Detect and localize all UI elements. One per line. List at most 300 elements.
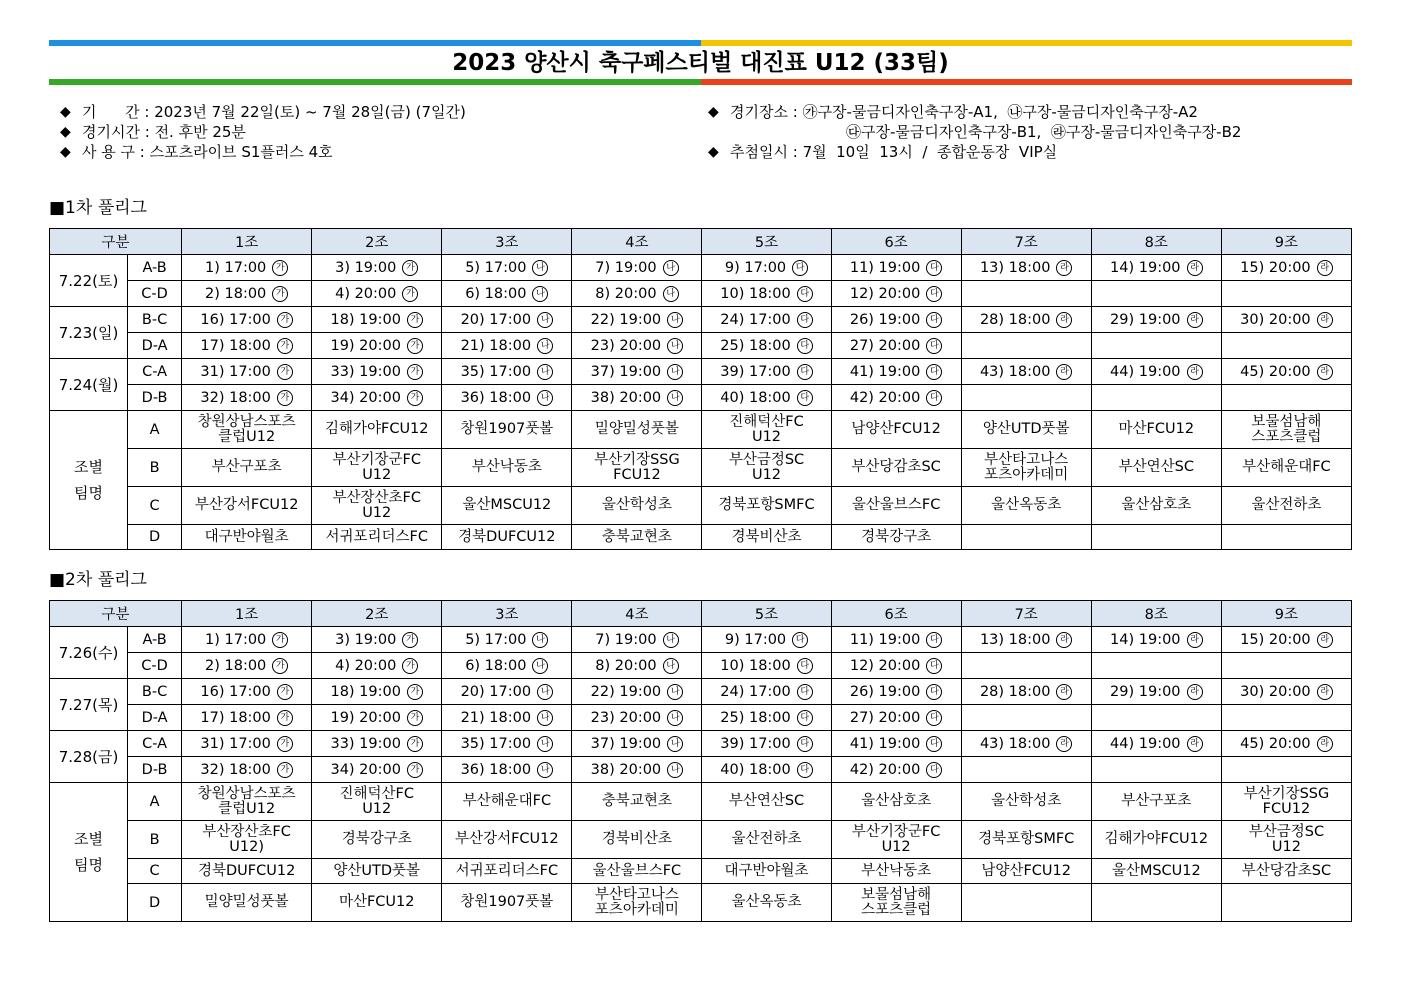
- match-slot: [1091, 359, 1221, 385]
- team-name: 부산해운대FC: [442, 783, 572, 821]
- match-slot: [312, 679, 442, 705]
- venue-circle-icon: 다: [926, 684, 942, 700]
- match-time: 43) 18:00: [979, 735, 1051, 752]
- group-letter: A: [128, 783, 182, 821]
- match-slot: [312, 281, 442, 307]
- schedule-table-2: [49, 600, 1352, 922]
- team-name: 부산기장SSG FCU12: [1221, 783, 1351, 821]
- match-time: 14) 19:00: [1110, 631, 1181, 648]
- team-name: 밀양밀성풋볼: [572, 411, 702, 449]
- match-time: 25) 18:00: [720, 337, 791, 354]
- match-slot: [831, 705, 961, 731]
- info-right-sep: :: [787, 103, 803, 121]
- team-row: [50, 783, 1352, 821]
- team-name: [1221, 884, 1351, 922]
- venue-circle-icon: 나: [537, 312, 553, 328]
- venue-circle-icon: 라: [1317, 312, 1333, 328]
- match-time: 20) 17:00: [460, 311, 532, 328]
- venue-circle-icon: 라: [1056, 684, 1072, 700]
- venue-circle-icon: 나: [663, 260, 679, 276]
- match-slot: [572, 333, 702, 359]
- venue-circle-icon: 다: [926, 338, 942, 354]
- team-name: [961, 884, 1091, 922]
- match-time: 21) 18:00: [460, 337, 532, 354]
- venue-circle-icon: 가: [402, 632, 418, 648]
- team-name: 부산강서FCU12: [442, 821, 572, 859]
- match-slot: [442, 679, 572, 705]
- team-row: [50, 525, 1352, 550]
- match-time: 23) 20:00: [590, 709, 662, 726]
- info-left-row: [60, 122, 466, 142]
- info-left-value: 2023년 7월 22일(토) ~ 7월 28일(금) (7일간): [154, 103, 466, 121]
- match-time: 27) 20:00: [849, 337, 921, 354]
- match-slot: [442, 757, 572, 783]
- team-name: 울산MSCU12: [442, 487, 572, 525]
- venue-circle-icon: 라: [1187, 736, 1203, 752]
- venue-circle-icon: 나: [663, 286, 679, 302]
- match-pair: A-B: [128, 255, 182, 281]
- team-name: 김해가야FCU12: [312, 411, 442, 449]
- match-time: 3) 19:00: [335, 631, 397, 648]
- match-time: 15) 20:00: [1240, 259, 1311, 276]
- team-name: 부산기장군FC U12: [831, 821, 961, 859]
- venue-circle-icon: 다: [926, 312, 942, 328]
- venue-circle-icon: 나: [532, 260, 548, 276]
- match-time: 21) 18:00: [460, 709, 532, 726]
- venue-circle-icon: 다: [926, 390, 942, 406]
- team-name: [1091, 884, 1221, 922]
- match-time: 33) 19:00: [330, 735, 401, 752]
- venue-circle-icon: 라: [1317, 632, 1333, 648]
- group-letter: D: [128, 525, 182, 550]
- match-time: 31) 17:00: [200, 735, 271, 752]
- diamond-icon: ◆: [60, 104, 71, 120]
- team-name: 창원상남스포츠 클럽U12: [182, 411, 312, 449]
- venue-circle-icon: 나: [532, 286, 548, 302]
- match-time: 13) 18:00: [979, 259, 1051, 276]
- match-slot: [312, 757, 442, 783]
- venue-circle-icon: 가: [277, 364, 293, 380]
- match-slot: [1221, 281, 1351, 307]
- match-time: 36) 18:00: [460, 389, 532, 406]
- venue-circle-icon: 라: [1317, 364, 1333, 380]
- match-slot: [831, 385, 961, 411]
- match-slot: [182, 679, 312, 705]
- match-slot: [961, 627, 1091, 653]
- venue-circle-icon: 라: [1056, 632, 1072, 648]
- match-time: 16) 17:00: [200, 683, 271, 700]
- venue-circle-icon: 다: [792, 260, 808, 276]
- section-1-heading: ■1차 풀리그: [49, 198, 147, 218]
- match-slot: [1221, 679, 1351, 705]
- match-time: 31) 17:00: [200, 363, 271, 380]
- header-group: 1조: [182, 229, 312, 255]
- info-left-label: 사 용 구: [82, 143, 136, 161]
- venue-circle-icon: 다: [797, 364, 813, 380]
- venue-circle-icon: 가: [407, 312, 423, 328]
- venue-circle-icon: 다: [797, 658, 813, 674]
- match-slot: [312, 627, 442, 653]
- team-name: 양산UTD풋볼: [312, 859, 442, 884]
- match-slot: [572, 653, 702, 679]
- match-slot: [961, 307, 1091, 333]
- team-row: [50, 884, 1352, 922]
- team-name: 부산당감초SC: [1221, 859, 1351, 884]
- team-name: 부산금정SC U12: [702, 449, 831, 487]
- team-name: 김해가야FCU12: [1091, 821, 1221, 859]
- match-date: 7.23(일): [50, 307, 128, 359]
- team-name: 부산구포초: [1091, 783, 1221, 821]
- match-time: 23) 20:00: [590, 337, 662, 354]
- match-time: 8) 20:00: [595, 285, 657, 302]
- venue-circle-icon: 가: [407, 736, 423, 752]
- match-slot: [702, 333, 831, 359]
- venue-circle-icon: 라: [1317, 260, 1333, 276]
- team-row: [50, 821, 1352, 859]
- match-slot: [961, 731, 1091, 757]
- match-time: 29) 19:00: [1110, 683, 1181, 700]
- match-slot: [1221, 307, 1351, 333]
- header-row: [50, 229, 1352, 255]
- match-time: 26) 19:00: [849, 311, 921, 328]
- header-group: 8조: [1091, 601, 1221, 627]
- match-time: 24) 17:00: [720, 311, 791, 328]
- match-slot: [702, 679, 831, 705]
- info-left-row: [60, 142, 466, 162]
- header-group: 5조: [702, 229, 831, 255]
- match-slot: [442, 731, 572, 757]
- team-name: 서귀포리더스FC: [442, 859, 572, 884]
- venue-circle-icon: 다: [926, 364, 942, 380]
- match-slot: [961, 359, 1091, 385]
- team-name: 창원1907풋볼: [442, 411, 572, 449]
- info-left-value: 전. 후반 25분: [154, 123, 246, 141]
- header-category: 구분: [50, 601, 182, 627]
- match-row: [50, 385, 1352, 411]
- match-slot: [182, 255, 312, 281]
- team-row: [50, 859, 1352, 884]
- team-name: 경북DUFCU12: [442, 525, 572, 550]
- team-name: 창원1907풋볼: [442, 884, 572, 922]
- match-time: 18) 19:00: [330, 683, 401, 700]
- match-slot: [831, 679, 961, 705]
- match-time: 28) 18:00: [979, 683, 1051, 700]
- venue-circle-icon: 가: [277, 312, 293, 328]
- match-slot: [312, 359, 442, 385]
- match-time: 11) 19:00: [849, 631, 921, 648]
- venue-circle-icon: 다: [797, 338, 813, 354]
- match-slot: [312, 307, 442, 333]
- team-name: 부산낙동초: [442, 449, 572, 487]
- match-time: 8) 20:00: [595, 657, 657, 674]
- match-slot: [702, 731, 831, 757]
- match-slot: [702, 627, 831, 653]
- match-row: [50, 281, 1352, 307]
- team-name: 울산학성초: [961, 783, 1091, 821]
- match-slot: [1091, 385, 1221, 411]
- match-time: 34) 20:00: [330, 389, 401, 406]
- info-right-value: 7월 10일 13시 / 종합운동장 VIP실: [802, 143, 1058, 161]
- team-name: 부산당감초SC: [831, 449, 961, 487]
- match-row: [50, 627, 1352, 653]
- team-name: 충북교현초: [572, 525, 702, 550]
- match-slot: [702, 359, 831, 385]
- venue-circle-icon: 가: [407, 390, 423, 406]
- venue-circle-icon: 다: [926, 762, 942, 778]
- venue-circle-icon: 라: [1317, 736, 1333, 752]
- group-letter: B: [128, 449, 182, 487]
- team-name: 마산FCU12: [1091, 411, 1221, 449]
- match-slot: [702, 255, 831, 281]
- match-time: 38) 20:00: [590, 389, 662, 406]
- header-group: 4조: [572, 229, 702, 255]
- venue-circle-icon: 다: [926, 632, 942, 648]
- match-time: 18) 19:00: [330, 311, 401, 328]
- venue-circle-icon: 다: [797, 286, 813, 302]
- match-time: 15) 20:00: [1240, 631, 1311, 648]
- venue-circle-icon: 다: [797, 710, 813, 726]
- match-date: 7.27(목): [50, 679, 128, 731]
- header-group: 6조: [831, 601, 961, 627]
- team-name: 울산MSCU12: [1091, 859, 1221, 884]
- header-group: 7조: [961, 229, 1091, 255]
- team-name: 대구반야월초: [182, 525, 312, 550]
- team-name: 밀양밀성풋볼: [182, 884, 312, 922]
- venue-circle-icon: 라: [1187, 260, 1203, 276]
- match-slot: [1091, 705, 1221, 731]
- venue-circle-icon: 라: [1187, 364, 1203, 380]
- venue-circle-icon: 가: [402, 260, 418, 276]
- team-name: 부산기장SSG FCU12: [572, 449, 702, 487]
- match-time: 10) 18:00: [720, 657, 791, 674]
- match-slot: [961, 705, 1091, 731]
- match-time: 45) 20:00: [1240, 735, 1311, 752]
- match-pair: B-C: [128, 679, 182, 705]
- team-name: 울산옥동초: [702, 884, 831, 922]
- match-time: 3) 19:00: [335, 259, 397, 276]
- match-row: [50, 731, 1352, 757]
- group-letter: B: [128, 821, 182, 859]
- venue-circle-icon: 다: [797, 390, 813, 406]
- match-pair: D-B: [128, 757, 182, 783]
- match-time: 35) 17:00: [460, 735, 532, 752]
- match-slot: [961, 757, 1091, 783]
- info-right-value: ㉮구장-물금디자인축구장-A1, ㉯구장-물금디자인축구장-A2: [802, 103, 1198, 121]
- match-time: 39) 17:00: [720, 363, 791, 380]
- venue-circle-icon: 나: [667, 684, 683, 700]
- teams-label: 조별 팀명: [50, 411, 128, 550]
- match-slot: [961, 679, 1091, 705]
- match-slot: [961, 385, 1091, 411]
- team-name: 울산삼호초: [1091, 487, 1221, 525]
- match-time: 45) 20:00: [1240, 363, 1311, 380]
- venue-circle-icon: 라: [1056, 736, 1072, 752]
- match-time: 27) 20:00: [849, 709, 921, 726]
- title-bottom-bar: [49, 79, 1352, 85]
- match-slot: [442, 385, 572, 411]
- venue-circle-icon: 가: [277, 684, 293, 700]
- match-time: 34) 20:00: [330, 761, 401, 778]
- match-pair: C-A: [128, 731, 182, 757]
- match-slot: [182, 307, 312, 333]
- info-right-sep: :: [787, 143, 803, 161]
- venue-circle-icon: 나: [663, 632, 679, 648]
- match-time: 6) 18:00: [465, 285, 527, 302]
- venue-circle-icon: 나: [537, 390, 553, 406]
- match-slot: [831, 333, 961, 359]
- match-pair: C-D: [128, 281, 182, 307]
- match-slot: [312, 333, 442, 359]
- match-slot: [1221, 359, 1351, 385]
- team-name: 부산연산SC: [1091, 449, 1221, 487]
- group-letter: C: [128, 487, 182, 525]
- match-time: 19) 20:00: [330, 709, 401, 726]
- venue-circle-icon: 나: [537, 736, 553, 752]
- match-slot: [1091, 679, 1221, 705]
- match-time: 2) 18:00: [205, 657, 267, 674]
- match-time: 12) 20:00: [849, 657, 921, 674]
- match-time: 6) 18:00: [465, 657, 527, 674]
- match-slot: [572, 731, 702, 757]
- team-name: 부산기장군FC U12: [312, 449, 442, 487]
- venue-circle-icon: 가: [277, 710, 293, 726]
- match-slot: [312, 653, 442, 679]
- match-slot: [831, 653, 961, 679]
- match-slot: [1221, 333, 1351, 359]
- venue-circle-icon: 나: [667, 762, 683, 778]
- match-time: 32) 18:00: [200, 389, 271, 406]
- match-slot: [831, 757, 961, 783]
- match-row: [50, 359, 1352, 385]
- match-time: 4) 20:00: [335, 657, 397, 674]
- match-slot: [831, 359, 961, 385]
- venue-circle-icon: 나: [532, 658, 548, 674]
- venue-circle-icon: 라: [1187, 312, 1203, 328]
- match-time: 2) 18:00: [205, 285, 267, 302]
- match-time: 26) 19:00: [849, 683, 921, 700]
- match-pair: D-B: [128, 385, 182, 411]
- venue-circle-icon: 나: [667, 736, 683, 752]
- team-name: 부산구포초: [182, 449, 312, 487]
- match-date: 7.24(월): [50, 359, 128, 411]
- match-time: 7) 19:00: [595, 631, 657, 648]
- team-name: 부산타고나스 포츠아카데미: [961, 449, 1091, 487]
- match-slot: [1221, 757, 1351, 783]
- match-pair: D-A: [128, 705, 182, 731]
- team-name: 울산학성초: [572, 487, 702, 525]
- venue-circle-icon: 가: [407, 684, 423, 700]
- match-time: 29) 19:00: [1110, 311, 1181, 328]
- match-slot: [1091, 627, 1221, 653]
- match-slot: [182, 333, 312, 359]
- info-right-row: [708, 142, 1241, 162]
- match-pair: C-D: [128, 653, 182, 679]
- match-row: [50, 705, 1352, 731]
- match-pair: C-A: [128, 359, 182, 385]
- match-slot: [702, 705, 831, 731]
- team-name: 경북강구초: [831, 525, 961, 550]
- diamond-icon: [708, 122, 730, 142]
- info-left-label: 기 간: [82, 103, 140, 121]
- diamond-icon: ◆: [708, 144, 719, 160]
- match-time: 24) 17:00: [720, 683, 791, 700]
- venue-circle-icon: 가: [272, 260, 288, 276]
- team-name: 양산UTD풋볼: [961, 411, 1091, 449]
- match-slot: [1221, 255, 1351, 281]
- match-slot: [1221, 627, 1351, 653]
- section-2-heading: ■2차 풀리그: [49, 570, 147, 590]
- header-group: 3조: [442, 229, 572, 255]
- header-group: 3조: [442, 601, 572, 627]
- match-slot: [442, 627, 572, 653]
- team-name: 대구반야월초: [702, 859, 831, 884]
- match-time: 42) 20:00: [849, 389, 921, 406]
- venue-circle-icon: 라: [1056, 364, 1072, 380]
- match-time: 28) 18:00: [979, 311, 1051, 328]
- header-group: 1조: [182, 601, 312, 627]
- venue-circle-icon: 가: [407, 364, 423, 380]
- match-slot: [1091, 333, 1221, 359]
- team-name: 부산낙동초: [831, 859, 961, 884]
- header-group: 2조: [312, 601, 442, 627]
- match-slot: [572, 757, 702, 783]
- match-date: 7.26(수): [50, 627, 128, 679]
- match-slot: [961, 333, 1091, 359]
- match-time: 9) 17:00: [724, 631, 787, 648]
- header-group: 9조: [1221, 229, 1351, 255]
- teams-label: 조별 팀명: [50, 783, 128, 922]
- team-name: 보물섬남해 스포츠클럽: [831, 884, 961, 922]
- match-slot: [182, 281, 312, 307]
- venue-circle-icon: 가: [277, 736, 293, 752]
- info-right-value: ㉰구장-물금디자인축구장-B1, ㉱구장-물금디자인축구장-B2: [846, 123, 1242, 141]
- team-name: 부산해운대FC: [1221, 449, 1351, 487]
- match-slot: [182, 627, 312, 653]
- match-slot: [831, 627, 961, 653]
- team-name: [1221, 525, 1351, 550]
- match-time: 11) 19:00: [849, 259, 921, 276]
- match-slot: [1221, 705, 1351, 731]
- match-slot: [572, 705, 702, 731]
- match-time: 12) 20:00: [849, 285, 921, 302]
- header-group: 4조: [572, 601, 702, 627]
- venue-circle-icon: 나: [667, 364, 683, 380]
- venue-circle-icon: 다: [797, 312, 813, 328]
- match-time: 37) 19:00: [590, 735, 662, 752]
- match-time: 43) 18:00: [979, 363, 1051, 380]
- match-time: 41) 19:00: [849, 363, 921, 380]
- match-slot: [961, 255, 1091, 281]
- match-time: 17) 18:00: [200, 337, 271, 354]
- info-left-sep: :: [139, 123, 155, 141]
- match-slot: [831, 255, 961, 281]
- team-row: [50, 449, 1352, 487]
- match-slot: [572, 359, 702, 385]
- match-slot: [1221, 385, 1351, 411]
- venue-circle-icon: 나: [667, 312, 683, 328]
- match-slot: [182, 705, 312, 731]
- match-slot: [572, 307, 702, 333]
- match-row: [50, 255, 1352, 281]
- match-pair: B-C: [128, 307, 182, 333]
- team-name: 남양산FCU12: [961, 859, 1091, 884]
- venue-circle-icon: 다: [926, 286, 942, 302]
- match-row: [50, 333, 1352, 359]
- team-name: 울산옥동초: [961, 487, 1091, 525]
- team-name: 부산장산초FC U12: [312, 487, 442, 525]
- venue-circle-icon: 가: [277, 338, 293, 354]
- match-pair: A-B: [128, 627, 182, 653]
